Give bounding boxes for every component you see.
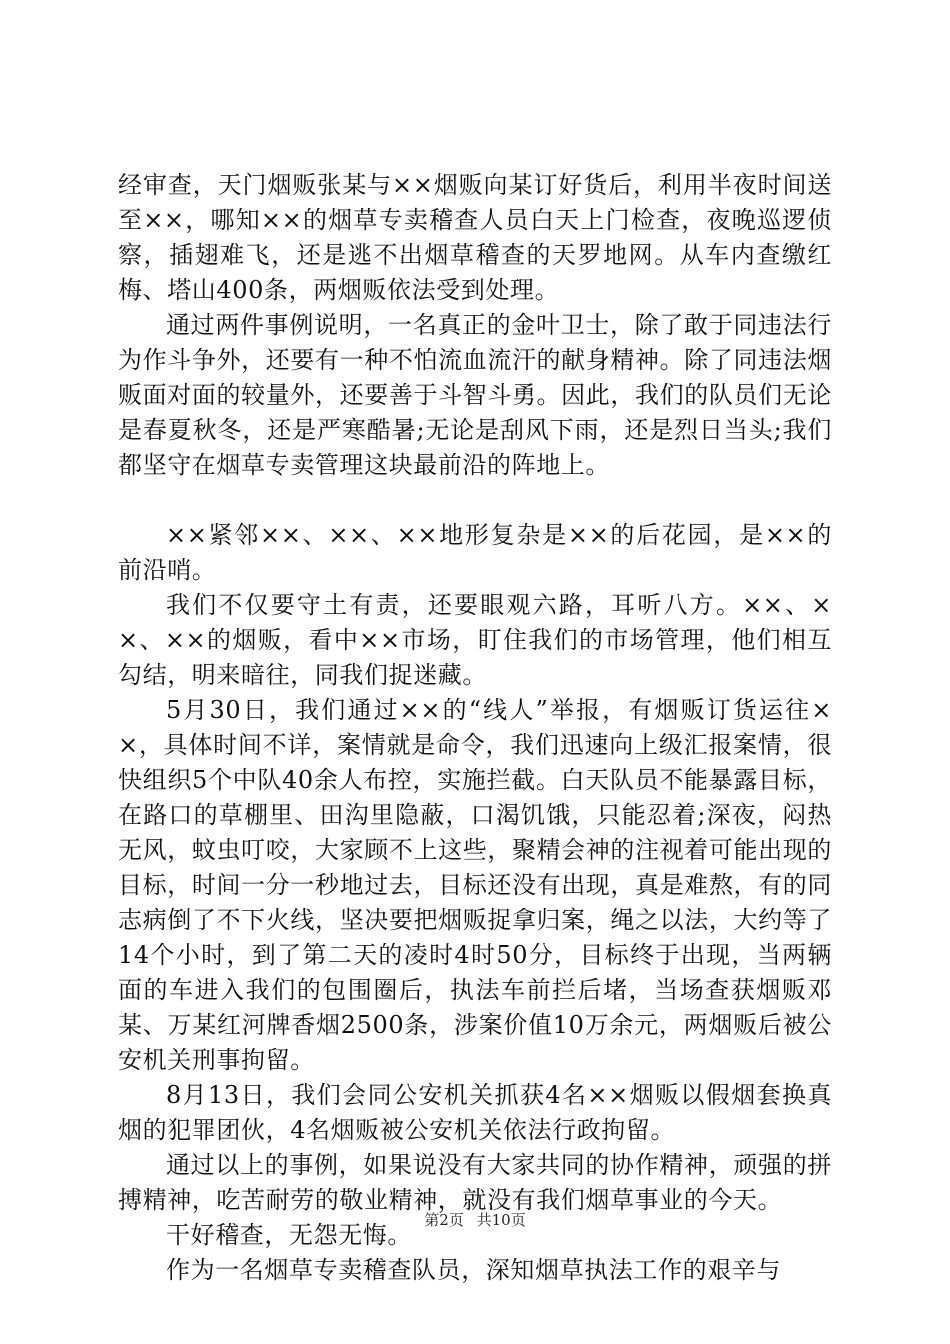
paragraph: 5月30日，我们通过××的“线人”举报，有烟贩订货运往××，具体时间不详，案情就是命令，我们迅速向上级汇报案情，很快组织5个中队40余人布控，实施拦截。白天队员不能暴露目标，在路口的草棚里、田沟里隐蔽，口渴饥饿，只能忍着;深夜，闷热无风，蚊虫叮咬，大家顾不上这些，聚精会神的注视着可能出现的目标，时间一分一秒地过去，目标还没有出现，真是难熬，有的同志病倒了不下火线，坚决要把烟贩捉拿归案，绳之以法，大约等了14个小时，到了第二天的凌时4时50分，目标终于出现，当两辆面的车进入我们的包围圈后，执法车前拦后堵，当场查获烟贩邓某、万某红河牌香烟2500条，涉案价值10万余元，两烟贩后被公安机关刑事拘留。 (118, 696, 832, 1074)
page-footer (0, 1210, 950, 1230)
page-total: 共10页 (476, 1211, 526, 1229)
page-number: 第2页 (424, 1211, 464, 1229)
paragraph: 通过两件事例说明，一名真正的金叶卫士，除了敢于同违法行为作斗争外，还要有一种不怕流血流汗的献身精神。除了同违法烟贩面对面的较量外，还要善于斗智斗勇。因此，我们的队员们无论是春夏秋冬，还是严寒酷暑;无论是刮风下雨，还是烈日当头;我们都坚守在烟草专卖管理这块最前沿的阵地上。 (118, 311, 832, 479)
paragraph: 干好稽查，无怨无悔。 (166, 1221, 412, 1249)
paragraph: 通过以上的事例，如果说没有大家共同的协作精神，顽强的拼搏精神，吃苦耐劳的敬业精神，就没有我们烟草事业的今天。 (118, 1151, 832, 1214)
paragraph-spacer (118, 483, 832, 518)
paragraph: 我们不仅要守土有责，还要眼观六路，耳听八方。××、××、××的烟贩，看中××市场，盯住我们的市场管理，他们相互勾结，明来暗往，同我们捉迷藏。 (118, 591, 832, 689)
paragraph: 8月13日，我们会同公安机关抓获4名××烟贩以假烟套换真烟的犯罪团伙，4名烟贩被公安机关依法行政拘留。 (118, 1081, 832, 1144)
paragraph-continued: 经审查，天门烟贩张某与××烟贩向某订好货后，利用半夜时间送至××，哪知××的烟草专卖稽查人员白天上门检查，夜晚巡逻侦察，插翅难飞，还是逃不出烟草稽查的天罗地网。从车内查缴红梅、塔山400条，两烟贩依法受到处理。 (118, 171, 832, 304)
document-body (118, 168, 832, 1288)
paragraph: ××紧邻××、××、××地形复杂是××的后花园，是××的前沿哨。 (118, 521, 832, 584)
paragraph: 作为一名烟草专卖稽查队员，深知烟草执法工作的艰辛与 (166, 1256, 781, 1284)
